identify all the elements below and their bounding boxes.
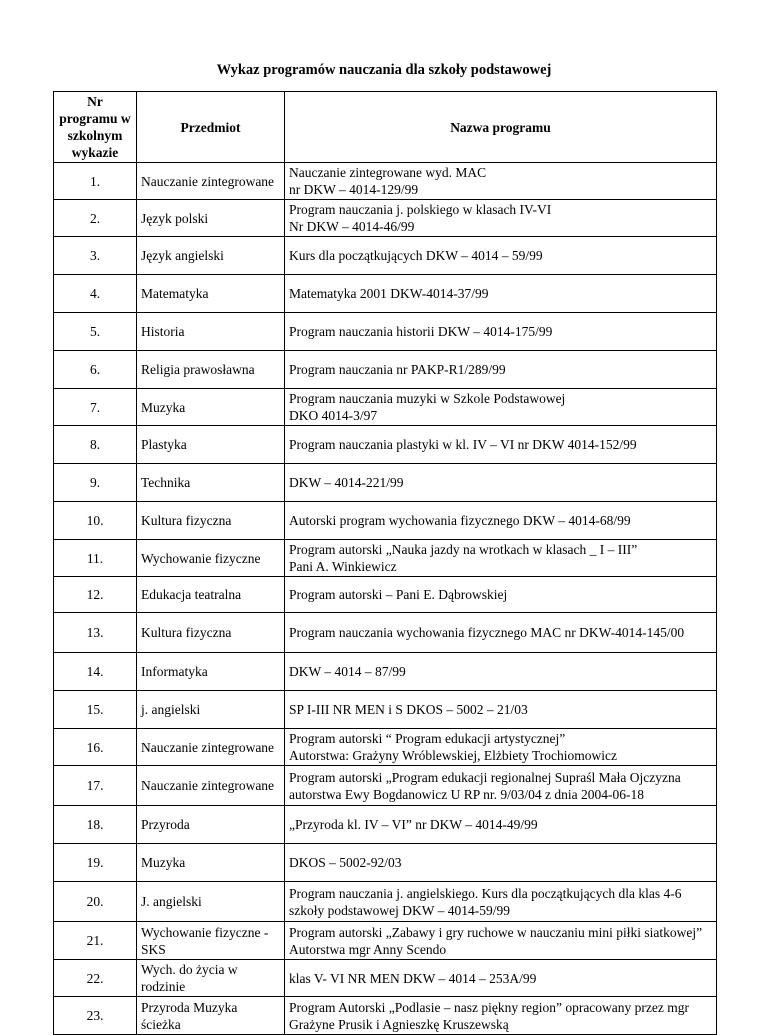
row-number: 18.: [54, 806, 137, 844]
table-row: [54, 729, 717, 766]
table-row: [54, 313, 717, 351]
header-subject: Przedmiot: [137, 92, 285, 163]
table-row: [54, 426, 717, 464]
table-row: [54, 766, 717, 806]
row-number: 14.: [54, 653, 137, 691]
row-number: 12.: [54, 577, 137, 613]
row-subject: J. angielski: [137, 882, 285, 922]
table-row: [54, 960, 717, 997]
row-subject: Przyroda: [137, 806, 285, 844]
row-subject: j. angielski: [137, 691, 285, 729]
row-subject: Religia prawosławna: [137, 351, 285, 389]
row-subject: Wychowanie fizyczne: [137, 540, 285, 577]
row-subject: Historia: [137, 313, 285, 351]
table-row: [54, 163, 717, 200]
table-row: [54, 997, 717, 1035]
row-program: Program autorski – Pani E. Dąbrowskiej: [285, 577, 717, 613]
row-program: Program nauczania plastyki w kl. IV – VI nr DKW 4014-152/99: [285, 426, 717, 464]
row-number: 11.: [54, 540, 137, 577]
row-program: klas V- VI NR MEN DKW – 4014 – 253A/99: [285, 960, 717, 997]
row-program: DKW – 4014-221/99: [285, 464, 717, 502]
row-program: Program autorski „Nauka jazdy na wrotkach w klasach _ I – III” Pani A. Winkiewicz: [285, 540, 717, 577]
table-row: [54, 922, 717, 960]
row-subject: Przyroda Muzyka ścieżka: [137, 997, 285, 1035]
row-program: Program autorski “ Program edukacji artystycznej” Autorstwa: Grażyny Wróblewskiej, Elżbiety Trochiomowicz: [285, 729, 717, 766]
row-number: 8.: [54, 426, 137, 464]
table-row: [54, 351, 717, 389]
row-number: 22.: [54, 960, 137, 997]
row-subject: Technika: [137, 464, 285, 502]
table-row: [54, 882, 717, 922]
row-program: Program Autorski „Podlasie – nasz piękny region” opracowany przez mgr Grażyne Prusik i Agnieszkę Kruszewską: [285, 997, 717, 1035]
row-program: „Przyroda kl. IV – VI” nr DKW – 4014-49/99: [285, 806, 717, 844]
row-subject: Wychowanie fizyczne - SKS: [137, 922, 285, 960]
document-title: Wykaz programów nauczania dla szkoły podstawowej: [216, 62, 552, 78]
row-number: 13.: [54, 613, 137, 653]
row-number: 5.: [54, 313, 137, 351]
row-subject: Język polski: [137, 200, 285, 237]
table-row: [54, 200, 717, 237]
row-program: Autorski program wychowania fizycznego DKW – 4014-68/99: [285, 502, 717, 540]
row-program: Program autorski „Program edukacji regionalnej Supraśl Mała Ojczyzna autorstwa Ewy Bogdanowicz U RP nr. 9/03/04 z dnia 2004-06-18: [285, 766, 717, 806]
table-row: [54, 464, 717, 502]
row-number: 15.: [54, 691, 137, 729]
row-program: Program nauczania wychowania fizycznego MAC nr DKW-4014-145/00: [285, 613, 717, 653]
row-number: 9.: [54, 464, 137, 502]
table-row: [54, 613, 717, 653]
row-subject: Edukacja teatralna: [137, 577, 285, 613]
row-subject: Nauczanie zintegrowane: [137, 729, 285, 766]
row-number: 6.: [54, 351, 137, 389]
table-row: [54, 806, 717, 844]
header-nr: Nr programu w szkolnym wykazie: [54, 92, 137, 163]
row-program: Program nauczania muzyki w Szkole Podstawowej DKO 4014-3/97: [285, 389, 717, 426]
row-subject: Matematyka: [137, 275, 285, 313]
row-number: 10.: [54, 502, 137, 540]
row-subject: Muzyka: [137, 844, 285, 882]
row-program: Nauczanie zintegrowane wyd. MAC nr DKW – 4014-129/99: [285, 163, 717, 200]
row-program: SP I-III NR MEN i S DKOS – 5002 – 21/03: [285, 691, 717, 729]
row-program: Program nauczania historii DKW – 4014-175/99: [285, 313, 717, 351]
row-number: 20.: [54, 882, 137, 922]
row-number: 4.: [54, 275, 137, 313]
row-subject: Kultura fizyczna: [137, 502, 285, 540]
row-program: Program nauczania nr PAKP-R1/289/99: [285, 351, 717, 389]
row-subject: Język angielski: [137, 237, 285, 275]
row-program: Program nauczania j. polskiego w klasach IV-VI Nr DKW – 4014-46/99: [285, 200, 717, 237]
row-number: 1.: [54, 163, 137, 200]
row-number: 7.: [54, 389, 137, 426]
row-number: 2.: [54, 200, 137, 237]
row-subject: Kultura fizyczna: [137, 613, 285, 653]
row-program: DKOS – 5002-92/03: [285, 844, 717, 882]
table-row: [54, 237, 717, 275]
header-program: Nazwa programu: [285, 92, 717, 163]
row-number: 17.: [54, 766, 137, 806]
table-row: [54, 502, 717, 540]
row-subject: Nauczanie zintegrowane: [137, 163, 285, 200]
table-row: [54, 653, 717, 691]
table-row: [54, 540, 717, 577]
row-program: Program autorski „Zabawy i gry ruchowe w nauczaniu mini piłki siatkowej” Autorstwa mgr Anny Scendo: [285, 922, 717, 960]
table-row: [54, 577, 717, 613]
row-subject: Informatyka: [137, 653, 285, 691]
row-number: 16.: [54, 729, 137, 766]
row-program: Matematyka 2001 DKW-4014-37/99: [285, 275, 717, 313]
programs-table: [53, 91, 717, 1035]
table-row: [54, 275, 717, 313]
row-subject: Nauczanie zintegrowane: [137, 766, 285, 806]
row-subject: Muzyka: [137, 389, 285, 426]
table-row: [54, 844, 717, 882]
row-subject: Plastyka: [137, 426, 285, 464]
row-number: 19.: [54, 844, 137, 882]
row-number: 21.: [54, 922, 137, 960]
row-number: 23.: [54, 997, 137, 1035]
table-row: [54, 389, 717, 426]
table-body: [54, 163, 717, 1035]
row-program: Program nauczania j. angielskiego. Kurs dla początkujących dla klas 4-6 szkoły podstawowej DKW – 4014-59/99: [285, 882, 717, 922]
table-header-row: [54, 92, 717, 163]
row-number: 3.: [54, 237, 137, 275]
row-program: Kurs dla początkujących DKW – 4014 – 59/99: [285, 237, 717, 275]
row-program: DKW – 4014 – 87/99: [285, 653, 717, 691]
table-row: [54, 691, 717, 729]
row-subject: Wych. do życia w rodzinie: [137, 960, 285, 997]
